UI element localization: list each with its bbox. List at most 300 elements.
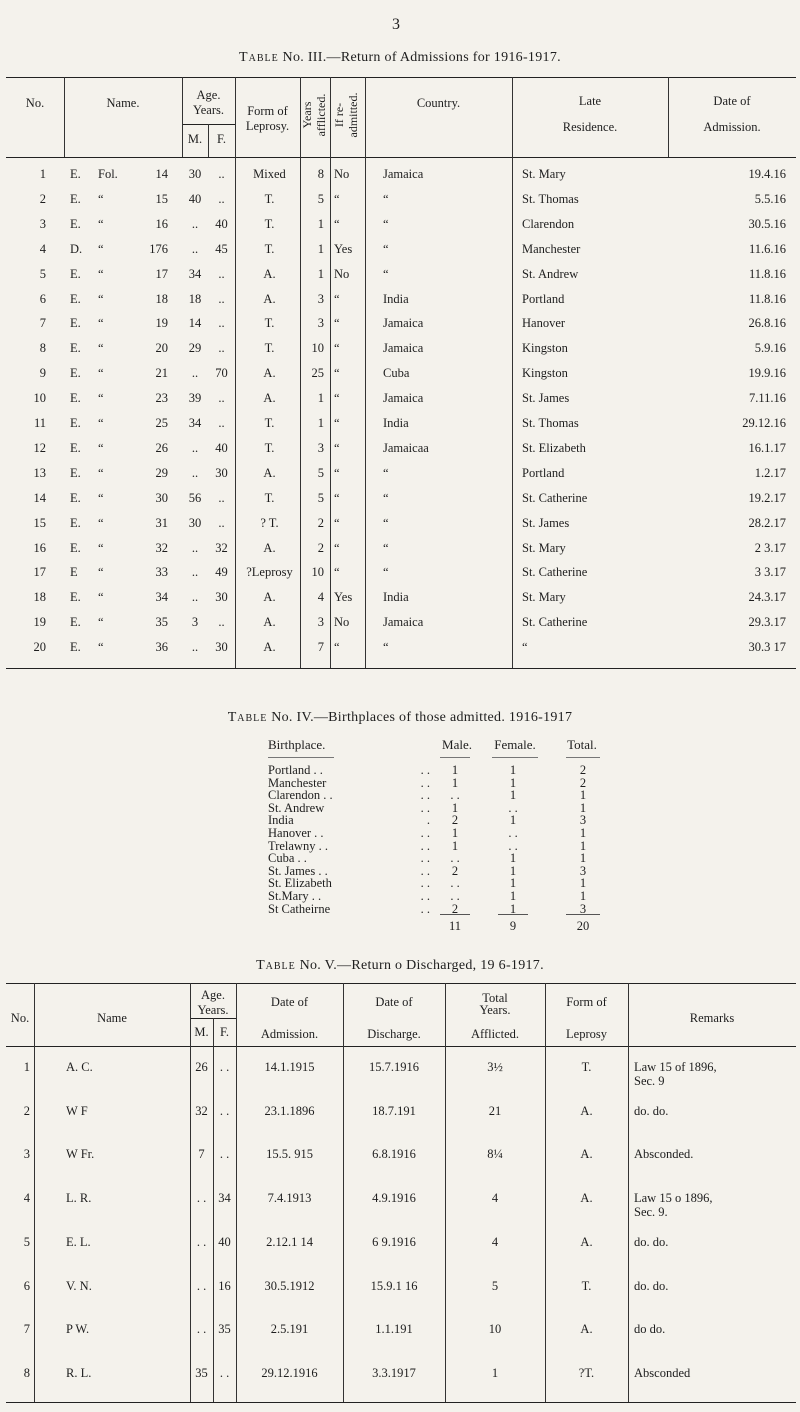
male-count: 2 [451, 901, 459, 916]
readmitted: “ [334, 216, 340, 231]
years-afflicted: 5 [317, 465, 324, 480]
age-male: 35 [195, 1365, 208, 1380]
row-number: 8 [23, 1365, 30, 1380]
name-folio: “ [98, 440, 104, 455]
name-folio: “ [98, 366, 104, 381]
name-initial: E. [70, 590, 81, 605]
age-male: .. [191, 241, 199, 256]
date-of-admission: 30.5.1912 [264, 1278, 315, 1293]
age-male: 26 [195, 1060, 208, 1074]
age-female: 30 [215, 640, 228, 655]
date-of-discharge: 15.9.1 16 [370, 1278, 418, 1293]
form-of-leprosy: A. [263, 590, 276, 605]
name-folio: “ [98, 241, 104, 256]
header-age-f: F. [219, 1025, 230, 1039]
name-number: 16 [155, 216, 168, 231]
age-male: 14 [188, 316, 202, 331]
late-residence: St. Thomas [522, 191, 579, 206]
leader-dots: . . [420, 788, 430, 803]
row-number: 2 [39, 191, 46, 206]
years-afflicted: 10 [311, 341, 324, 356]
late-residence: St. Catherine [522, 615, 588, 630]
row-number: 18 [33, 590, 46, 605]
readmitted: Yes [334, 590, 353, 605]
age-female: .. [218, 515, 225, 530]
age-female: .. [218, 341, 225, 356]
header-no: No. [10, 1011, 30, 1025]
name-folio: “ [98, 416, 104, 430]
date-of-admission: 7.4.1913 [267, 1191, 312, 1206]
country: Jamaica [383, 615, 424, 630]
row-number: 13 [33, 465, 46, 480]
total-count: 1 [579, 876, 587, 891]
years-afflicted: 3 [317, 440, 324, 455]
form-of-leprosy: A. [580, 1103, 593, 1118]
birthplace: Manchester [268, 775, 327, 790]
name-folio: “ [98, 640, 104, 655]
name-number: 36 [155, 640, 168, 655]
female-count: . . [508, 838, 518, 853]
years-afflicted: 3 [317, 291, 324, 306]
leader-dots: . . [420, 851, 430, 866]
form-of-leprosy: A. [580, 1322, 593, 1337]
form-of-leprosy: T. [264, 316, 275, 331]
age-female: .. [218, 266, 225, 281]
name-number: 30 [155, 490, 168, 505]
female-count: 1 [509, 763, 517, 777]
page-number: 3 [392, 16, 400, 33]
readmitted: No [334, 167, 350, 181]
header-female: Female. [494, 737, 536, 752]
total-count: 3 [579, 901, 587, 916]
header-form: Form of Leprosy. [245, 104, 290, 133]
name-initial: E. [70, 465, 81, 480]
form-of-leprosy: T. [581, 1278, 592, 1293]
age-female: .. [218, 167, 225, 181]
row-number: 6 [23, 1278, 30, 1293]
readmitted: “ [334, 565, 340, 580]
form-of-leprosy: T. [264, 191, 275, 206]
male-count: 1 [451, 800, 459, 815]
male-count: 1 [451, 775, 459, 790]
age-male: 7 [198, 1147, 205, 1162]
remarks: do. do. [634, 1234, 669, 1249]
birthplace: Trelawny . . [268, 838, 328, 853]
header-remarks: Remarks [689, 1011, 735, 1025]
table3-title-text: No. III.—Return of Admissions for 1916-1917. [282, 50, 561, 65]
name-folio: “ [98, 216, 104, 231]
date-of-admission: 24.3.17 [748, 590, 786, 605]
total-count: 1 [579, 788, 587, 803]
birthplace: St Catheirne [268, 901, 331, 916]
age-female: .. [218, 615, 225, 630]
country: “ [383, 465, 389, 480]
name-number: 23 [155, 391, 168, 406]
total-count: 1 [579, 838, 587, 853]
age-male: . . [196, 1234, 207, 1249]
late-residence: St. Elizabeth [522, 440, 586, 455]
row-number: 5 [23, 1234, 30, 1249]
name: R. L. [66, 1365, 92, 1380]
readmitted: “ [334, 191, 340, 206]
header-residence: Late Residence. [562, 94, 618, 134]
remarks: do. do. [634, 1278, 669, 1293]
row-number: 3 [23, 1147, 30, 1162]
age-male: 40 [188, 191, 202, 206]
name-initial: E. [70, 440, 81, 455]
form-of-leprosy: ? T. [260, 515, 279, 530]
remarks: Absconded. [634, 1147, 694, 1162]
age-female: 40 [215, 216, 228, 231]
form-of-leprosy: A. [263, 391, 276, 406]
female-count: 1 [509, 851, 517, 866]
birthplace: India [268, 813, 294, 828]
age-female: .. [218, 391, 225, 406]
remarks: Law 15 of 1896, Sec. 9 [634, 1060, 717, 1088]
form-of-leprosy: A. [263, 291, 276, 306]
age-male: .. [191, 540, 199, 555]
age-male: 30 [188, 167, 202, 181]
table3-title-prefix: Table [239, 50, 279, 65]
form-of-leprosy: T. [264, 490, 275, 505]
male-count: . . [450, 851, 460, 866]
late-residence: St. Mary [522, 167, 566, 181]
readmitted: “ [334, 515, 340, 530]
name-folio: “ [98, 465, 104, 480]
total-count: 1 [579, 826, 587, 840]
name-folio: “ [98, 490, 104, 505]
name-initial: D. [70, 241, 83, 256]
country: India [383, 416, 409, 430]
date-of-admission: 23.1.1896 [264, 1103, 315, 1118]
date-of-admission: 29.12.1916 [261, 1365, 318, 1380]
readmitted: “ [334, 291, 340, 306]
name-folio: “ [98, 540, 104, 555]
late-residence: Portland [522, 291, 565, 306]
form-of-leprosy: T. [581, 1060, 592, 1074]
table4-title-prefix: Table [227, 710, 268, 725]
female-count: 1 [509, 889, 517, 903]
name-folio: “ [98, 266, 104, 281]
years-afflicted: 4 [491, 1191, 499, 1206]
date-of-admission: 11.8.16 [748, 291, 786, 306]
age-male: 32 [195, 1103, 208, 1118]
name-number: 25 [155, 416, 168, 430]
age-male: 18 [188, 291, 202, 306]
age-female: 49 [215, 565, 228, 580]
age-female: 35 [218, 1322, 231, 1337]
age-male: . . [196, 1322, 207, 1337]
table4-title-text: No. IV.—Birthplaces of those admitted. 1916-1917 [271, 710, 573, 725]
male-count: . . [450, 876, 460, 891]
total-count: 1 [579, 889, 587, 903]
name-folio: “ [98, 341, 104, 356]
header-name: Name. [106, 96, 140, 110]
header-form-leprosy: Form of Leprosy [566, 995, 607, 1041]
name-number: 31 [155, 515, 168, 530]
header-age: Age. Years. [197, 988, 229, 1017]
male-count: 2 [451, 863, 459, 878]
name-initial: E. [70, 366, 81, 381]
age-female: 40 [215, 440, 228, 455]
form-of-leprosy: T. [264, 241, 275, 256]
male-count: 1 [451, 838, 459, 853]
age-female: 34 [218, 1191, 231, 1206]
row-number: 15 [33, 515, 46, 530]
date-of-discharge: 6.8.1916 [372, 1147, 416, 1162]
name-number: 15 [155, 191, 168, 206]
age-male: 34 [188, 416, 202, 430]
female-count: 1 [509, 813, 517, 828]
age-male: .. [191, 640, 199, 655]
name-initial: E. [70, 291, 81, 306]
country: “ [383, 565, 389, 580]
name: W Fr. [66, 1147, 95, 1162]
leader-dots: . . [420, 901, 430, 916]
name: A. C. [66, 1060, 93, 1074]
date-of-admission: 19.2.17 [748, 490, 786, 505]
form-of-leprosy: A. [263, 640, 276, 655]
years-afflicted: 5 [491, 1278, 499, 1293]
birthplace: St. Andrew [268, 800, 325, 815]
birthplace: St. Elizabeth [268, 876, 332, 891]
name-initial: E. [70, 391, 81, 406]
age-female: . . [219, 1365, 230, 1380]
form-of-leprosy: A. [580, 1191, 593, 1206]
age-male: .. [191, 216, 199, 231]
age-female: .. [218, 291, 225, 306]
row-number: 14 [33, 490, 46, 505]
years-afflicted: 8 [317, 167, 324, 181]
readmitted: “ [334, 490, 340, 505]
row-number: 20 [33, 640, 46, 655]
date-of-admission: 29.12.16 [742, 416, 786, 430]
total-female: 9 [509, 919, 517, 933]
age-female: . . [219, 1147, 230, 1162]
name-initial: E. [70, 191, 81, 206]
row-number: 19 [33, 615, 46, 630]
late-residence: St. Catherine [522, 490, 588, 505]
male-count: 1 [451, 763, 459, 777]
female-count: 1 [509, 863, 517, 878]
age-female: .. [218, 416, 225, 430]
name: L. R. [66, 1191, 92, 1206]
readmitted: Yes [334, 241, 353, 256]
name-number: 32 [155, 540, 168, 555]
date-of-admission: 11.8.16 [748, 266, 786, 281]
date-of-admission: 3 3.17 [754, 565, 786, 580]
age-male: 56 [188, 490, 202, 505]
header-years-afflicted: Years afflicted. [300, 93, 328, 137]
table5-title-text: No. V.—Return o Discharged, 19 6-1917. [299, 958, 544, 973]
date-of-admission: 5.9.16 [754, 341, 786, 356]
date-of-admission: 29.3.17 [748, 615, 786, 630]
total-count: 3 [579, 863, 587, 878]
late-residence: Clarendon [522, 216, 575, 231]
header-no: No. [25, 96, 45, 110]
name-number: 17 [155, 266, 168, 281]
table4-title [0, 710, 800, 726]
age-female: . . [219, 1060, 230, 1074]
row-number: 3 [39, 216, 46, 231]
row-number: 12 [33, 440, 46, 455]
leader-dots: . . [420, 863, 430, 878]
late-residence: St. Mary [522, 590, 566, 605]
country: Cuba [383, 366, 410, 381]
years-afflicted: 1 [317, 266, 324, 281]
years-afflicted: 1 [317, 416, 324, 430]
age-male: .. [191, 440, 199, 455]
header-birthplace: Birthplace. [268, 737, 326, 752]
header-country: Country. [416, 96, 461, 110]
remarks: do. do. [634, 1103, 669, 1118]
header-age-m: M. [194, 1025, 209, 1039]
country: Jamaica [383, 341, 424, 356]
age-male: .. [191, 366, 199, 381]
row-number: 10 [33, 391, 46, 406]
readmitted: “ [334, 366, 340, 381]
age-male: 34 [188, 266, 202, 281]
male-count: 2 [451, 813, 459, 828]
birthplace: St. James . . [268, 863, 328, 878]
age-male: .. [191, 465, 199, 480]
date-of-discharge: 6 9.1916 [372, 1234, 416, 1249]
form-of-leprosy: A. [263, 366, 276, 381]
date-of-discharge: 18.7.191 [372, 1103, 416, 1118]
late-residence: Portland [522, 465, 565, 480]
birthplace: St.Mary . . [268, 889, 322, 903]
date-of-discharge: 1.1.191 [375, 1322, 413, 1337]
date-of-admission: 30.5.16 [748, 216, 786, 231]
country: India [383, 590, 409, 605]
leader-dots: . [426, 813, 430, 828]
male-count: . . [450, 889, 460, 903]
form-of-leprosy: T. [264, 440, 275, 455]
years-afflicted: 4 [491, 1234, 499, 1249]
total-count: 1 [579, 800, 587, 815]
birthplace: Portland . . [268, 763, 323, 777]
header-age: Age. Years. [192, 88, 225, 117]
years-afflicted: 3 [317, 316, 324, 331]
header-age-m: M. [187, 132, 203, 146]
name-initial: E. [70, 316, 81, 331]
form-of-leprosy: ?Leprosy [246, 565, 293, 580]
total-count: 1 [579, 851, 587, 866]
age-female: 32 [215, 540, 228, 555]
years-afflicted: 4 [317, 590, 324, 605]
date-of-admission: 2.5.191 [270, 1322, 309, 1337]
header-date-admission: Date of Admission. [260, 995, 319, 1041]
row-number: 9 [39, 366, 46, 381]
row-number: 4 [23, 1191, 30, 1206]
name-folio: “ [98, 316, 104, 331]
row-number: 6 [39, 291, 46, 306]
name-folio: Fol. [98, 167, 118, 181]
form-of-leprosy: A. [263, 465, 276, 480]
header-male: Male. [442, 737, 472, 752]
header-total: Total. [567, 737, 597, 752]
name: W F [66, 1103, 88, 1118]
age-male: . . [196, 1278, 207, 1293]
years-afflicted: 3½ [487, 1060, 503, 1074]
readmitted: “ [334, 316, 340, 331]
table5-title-prefix: Table [256, 958, 296, 973]
birthplace: Hanover . . [268, 826, 324, 840]
date-of-admission: 30.3 17 [748, 640, 786, 655]
row-number: 7 [23, 1322, 30, 1337]
name-number: 26 [155, 440, 168, 455]
country: “ [383, 540, 389, 555]
country: Jamaica [383, 316, 424, 331]
readmitted: “ [334, 440, 340, 455]
country: Jamaica [383, 391, 424, 406]
name-initial: E. [70, 515, 81, 530]
date-of-admission: 2 3.17 [754, 540, 786, 555]
row-number: 17 [33, 565, 46, 580]
years-afflicted: 1 [491, 1365, 499, 1380]
row-number: 2 [23, 1103, 30, 1118]
row-number: 1 [23, 1060, 30, 1074]
date-of-admission: 11.6.16 [748, 241, 786, 256]
late-residence: Hanover [522, 316, 566, 331]
age-female: 40 [218, 1234, 231, 1249]
name-number: 29 [155, 465, 168, 480]
age-male: 29 [188, 341, 202, 356]
name-initial: E. [70, 490, 81, 505]
date-of-admission: 7.11.16 [748, 391, 786, 406]
female-count: 1 [509, 876, 517, 891]
female-count: 1 [509, 788, 517, 803]
name-number: 19 [155, 316, 168, 331]
date-of-discharge: 15.7.1916 [369, 1060, 419, 1074]
age-male: 30 [188, 515, 202, 530]
row-number: 1 [39, 167, 46, 181]
age-female: 70 [215, 366, 228, 381]
years-afflicted: 21 [488, 1103, 502, 1118]
country: “ [383, 216, 389, 231]
years-afflicted: 8¼ [487, 1147, 503, 1162]
age-male: .. [191, 590, 199, 605]
age-female: 30 [215, 465, 228, 480]
country: “ [383, 490, 389, 505]
date-of-admission: 26.8.16 [748, 316, 786, 331]
late-residence: Kingston [522, 366, 568, 381]
name-initial: E. [70, 540, 81, 555]
date-of-admission: 19.9.16 [748, 366, 786, 381]
total-all: 20 [576, 919, 590, 933]
country: “ [383, 266, 389, 281]
date-of-admission: 16.1.17 [748, 440, 786, 455]
form-of-leprosy: T. [264, 216, 275, 231]
age-female: .. [218, 316, 225, 331]
age-female: 16 [218, 1278, 231, 1293]
name-folio: “ [98, 191, 104, 206]
total-male: 11 [448, 919, 462, 933]
date-of-admission: 14.1.1915 [264, 1060, 315, 1074]
years-afflicted: 10 [311, 565, 324, 580]
readmitted: “ [334, 416, 340, 430]
age-male: . . [196, 1191, 207, 1206]
late-residence: Manchester [522, 241, 581, 256]
name-folio: “ [98, 615, 104, 630]
header-years-afflicted: Total Years. Afflicted. [470, 991, 520, 1041]
header-date-discharge: Date of Discharge. [367, 995, 421, 1041]
country: “ [383, 515, 389, 530]
years-afflicted: 1 [317, 216, 324, 231]
header-readmitted: If re- admitted. [332, 92, 360, 138]
readmitted: “ [334, 465, 340, 480]
late-residence: St. Mary [522, 540, 566, 555]
